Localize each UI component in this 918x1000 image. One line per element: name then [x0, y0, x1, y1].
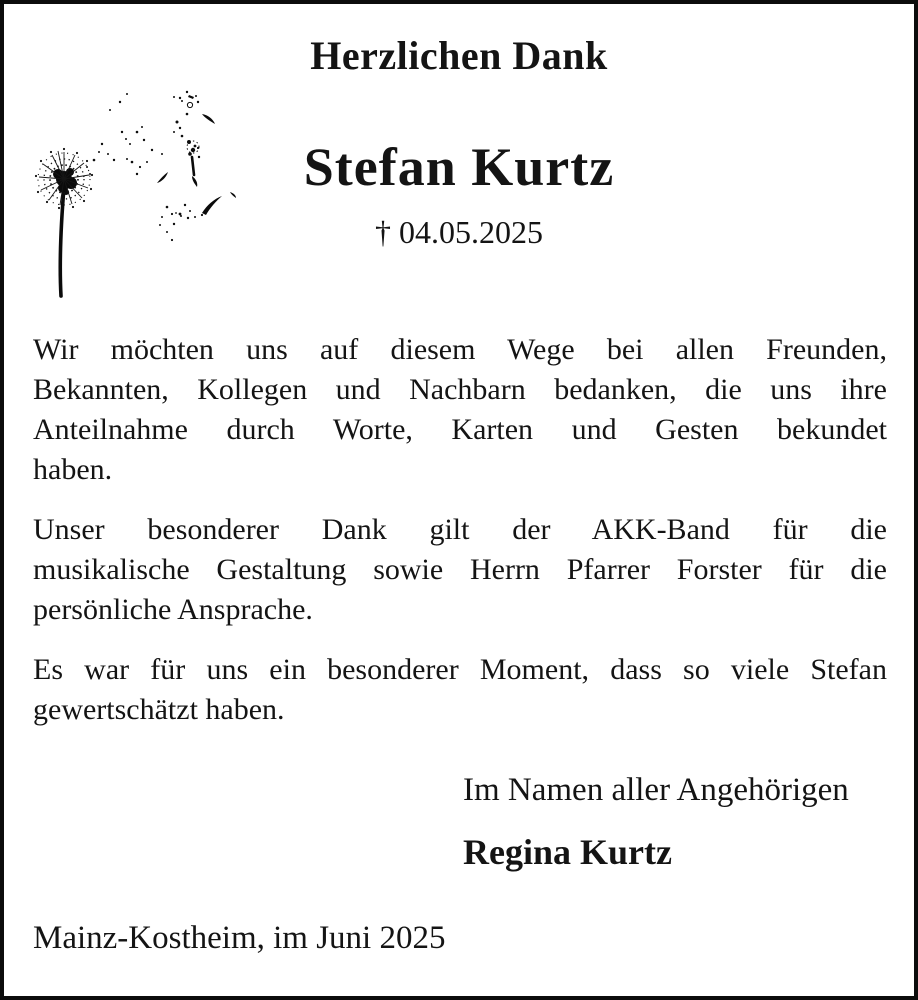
body-line: musikalische Gestaltung sowie Herrn Pfarrer Forster für die: [33, 553, 887, 586]
signature-block: [463, 770, 849, 872]
signature-closing: Im Namen aller Angehörigen: [463, 772, 849, 808]
paragraph-thanks: [33, 330, 887, 490]
body-line: gewertschätzt haben.: [33, 693, 285, 726]
body-line: Unser besonderer Dank gilt der AKK-Band für die: [33, 513, 887, 546]
body-line: Es war für uns ein besonderer Moment, dass so viele Stefan: [33, 653, 887, 686]
body-line: haben.: [33, 453, 113, 486]
page-title: Herzlichen Dank: [310, 33, 608, 78]
body-text: [33, 330, 887, 750]
body-line: Anteilnahme durch Worte, Karten und Gesten bekundet: [33, 413, 887, 446]
deceased-name: Stefan Kurtz: [303, 137, 615, 197]
body-line: persönliche Ansprache.: [33, 593, 313, 626]
body-line: Bekannten, Kollegen und Nachbarn bedanken, die uns ihre: [33, 373, 887, 406]
body-line: Wir möchten uns auf diesem Wege bei allen Freunden,: [33, 333, 887, 366]
paragraph-moment: [33, 650, 887, 730]
paragraph-special-thanks: [33, 510, 887, 630]
place-date: Mainz-Kostheim, im Juni 2025: [33, 920, 446, 956]
death-date: † 04.05.2025: [375, 214, 543, 250]
signer-name: Regina Kurtz: [463, 832, 672, 872]
